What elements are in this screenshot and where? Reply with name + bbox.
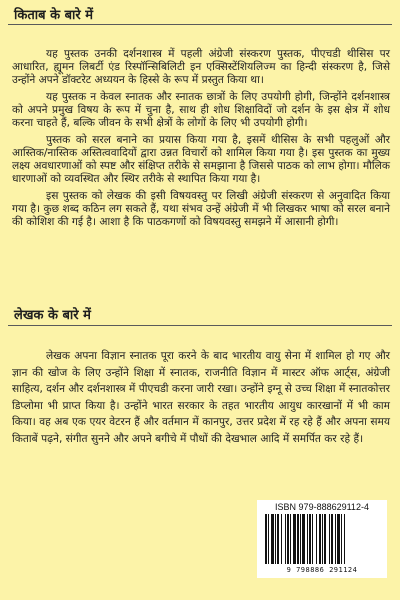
isbn-label: ISBN 979-888629112-4	[275, 502, 369, 512]
about-author-body	[12, 348, 390, 447]
heading-divider	[8, 24, 392, 25]
about-book-body	[12, 48, 390, 229]
isbn-barcode	[257, 500, 387, 578]
barcode-digits: 9 798886 291124	[286, 566, 358, 574]
about-book-heading: किताब के बारे में	[14, 8, 93, 23]
barcode-icon	[263, 514, 381, 566]
about-author-paragraph: लेखक अपना विज्ञान स्नातक पूरा करने के बाद भारतीय वायु सेना में शामिल हो गए और ज्ञान की खोज के लिए उन्होंने शिक्षा में स्नातक, राजनीति विज्ञान में मास्टर ऑफ आर्ट्स, अंग्रेजी साहित्य, दर्शन और दर्शनशास्त्र में पीएचडी करना जारी रखा। उन्होंने इग्नू से उच्च शिक्षा में स्नातकोत्तर डिप्लोमा भी प्राप्त किया है। उन्होंने भारत सरकार के तहत भारतीय आयुध कारखानों में भी काम किया। वह अब एक एयर वेटरन हैं और वर्तमान में कानपुर, उत्तर प्रदेश में रह रहे हैं और अपना समय किताबें पढ़ने, संगीत सुनने और अपने बगीचे में पौधों की देखभाल आदि में समर्पित कर रहे हैं।	[12, 350, 390, 445]
about-book-paragraph: यह पुस्तक न केवल स्नातक और स्नातक छात्रों के लिए उपयोगी होगी, जिन्होंने दर्शनशास्त्र को अपने प्रमुख विषय के रूप में चुना है, साथ ही शोध शिक्षाविदों जो दर्शन के इस क्षेत्र में शोध करना चाहते हैं, बल्कि जीवन के सभी क्षेत्रों के लोगों के लिए भी उपयोगी होगी।	[12, 91, 390, 129]
about-book-paragraph: पुस्तक को सरल बनाने का प्रयास किया गया है, इसमें थीसिस के सभी पहलुओं और आस्तिक/नास्तिक अस्तित्ववादियों द्वारा उन्नत विचारों को शामिल किया गया है। इस पुस्तक का मुख्य लक्ष्य अवधारणाओं को स्पष्ट और संक्षिप्त तरीके से समझाना है जिससे पाठक को लाभ होगा। मौलिक धारणाओं को व्यवस्थित और स्थिर तरीके से स्थापित किया गया है।	[12, 134, 390, 185]
about-book-paragraph: इस पुस्तक को लेखक की इसी विषयवस्तु पर लिखी अंग्रेजी संस्करण से अनुवादित किया गया है। कुछ शब्द कठिन लग सकते हैं, यथा संभव उन्हें अंग्रेजी में भी लिखकर भाषा को सरल बनाने की कोशिश की गई है। आशा है कि पाठकगणों को विषयवस्तु समझने में आसानी होगी।	[12, 190, 390, 228]
heading-divider	[8, 325, 392, 326]
about-author-heading: लेखक के बारे में	[14, 308, 91, 323]
about-book-paragraph: यह पुस्तक उनकी दर्शनशास्त्र में पहली अंग्रेजी संस्करण पुस्तक, पीएचडी थीसिस पर आधारित, ह्यूमन लिबर्टी एंड रिस्पॉन्सिबिलिटी इन एक्सिस्टेंशियलिज्म का हिन्दी संस्करण है, जिसे उन्होंने अपने डॉक्टरेट अध्ययन के हिस्से के रूप में प्रस्तुत किया था।	[12, 48, 390, 86]
